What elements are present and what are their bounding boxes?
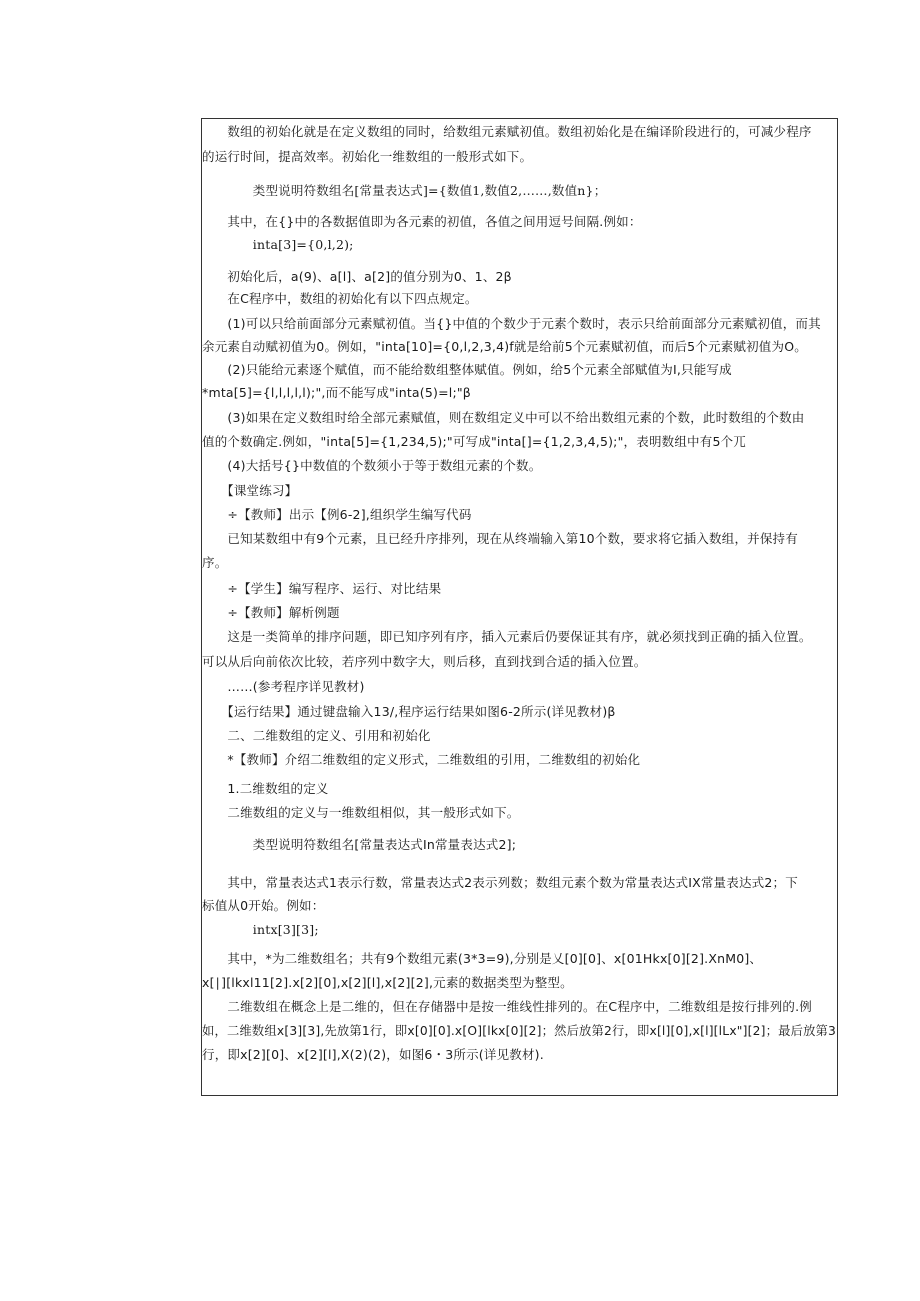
text-line: *【教师】介绍二维数组的定义形式，二维数组的引用，二维数组的初始化: [202, 752, 641, 767]
text-line: 其中，*为二维数组名；共有9个数组元素(3*3=9),分别是乂[0][0]、x[01Hkx[0][2].XnM0]、: [202, 951, 763, 966]
text-line: 类型说明符数组名[常量表达式]={数值1,数值2,……,数值n}；: [202, 183, 607, 198]
text-line: 【运行结果】通过键盘输入13/,程序运行结果如图6-2所示(详见教材)β: [202, 704, 616, 719]
text-line: 数组的初始化就是在定义数组的同时，给数组元素赋初值。数组初始化是在编译阶段进行的，可减少程序: [202, 124, 812, 139]
code-line: intx[3][3];: [202, 922, 319, 937]
text-line: 其中，在{}中的各数据值即为各元素的初值，各值之间用逗号间隔.例如：: [202, 214, 642, 229]
text-line: 标值从0开始。例如：: [202, 898, 325, 913]
text-line: 类型说明符数组名[常量表达式In常量表达式2];: [202, 837, 517, 852]
text-line: 的运行时间，提高效率。初始化一维数组的一般形式如下。: [202, 149, 533, 164]
text-line: (3)如果在定义数组时给全部元素赋值，则在数组定义中可以不给出数组元素的个数，此时数组的个数由: [202, 410, 805, 425]
text-line: 初始化后，a(9)、a[l]、a[2]的值分别为0、1、2β: [202, 269, 512, 284]
subsection-heading: 1.二维数组的定义: [202, 781, 329, 796]
text-line: 余元素自动赋初值为0。例如，"inta[10]={0,l,2,3,4)f就是给前5个元素赋初值，而后5个元素赋初值为O。: [202, 339, 807, 354]
text-line: 其中，常量表达式1表示行数，常量表达式2表示列数；数组元素个数为常量表达式IX常量表达式2；下: [202, 875, 798, 890]
text-line: 在C程序中，数组的初始化有以下四点规定。: [202, 291, 478, 306]
text-line: 行，即x[2][0]、x[2][l],X(2)(2)，如图6・3所示(详见教材).: [202, 1047, 544, 1062]
text-line: ……(参考程序详见教材): [202, 679, 365, 694]
code-line: inta[3]={0,l,2);: [202, 237, 354, 252]
text-line: 这是一类简单的排序问题，即已知序列有序，插入元素后仍要保证其有序，就必须找到正确的插入位置。: [202, 629, 812, 644]
text-line: x[∣][lkxl11[2].x[2][0],x[2][l],x[2][2],元素的数据类型为整型。: [202, 975, 573, 990]
section-heading: 二、二维数组的定义、引用和初始化: [202, 728, 431, 743]
text-line: 值的个数确定.例如，"inta[5]={1,234,5);"可写成"inta[]={1,2,3,4,5);"，表明数组中有5个兀: [202, 434, 746, 449]
text-line: (1)可以只给前面部分元素赋初值。当{}中值的个数少于元素个数时，表示只给前面部分元素赋初值，而其: [202, 316, 821, 331]
text-line: 已知某数组中有9个元素，且已经升序排列，现在从终端输入第10个数，要求将它插入数组，并保持有: [202, 531, 798, 546]
text-line: *mta[5]={l,l,l,l,l);",而不能写成"inta(5)=l;"β: [202, 385, 471, 400]
text-line: 二维数组的定义与一维数组相似，其一般形式如下。: [202, 805, 520, 820]
text-line: 【课堂练习】: [202, 483, 298, 498]
text-line: 序。: [202, 555, 228, 570]
text-line: (2)只能给元素逐个赋值，而不能给数组整体赋值。例如，给5个元素全部赋值为I,只能写成: [202, 362, 732, 377]
text-line: ÷【学生】编写程序、运行、对比结果: [202, 581, 442, 596]
text-line: (4)大括号{}中数值的个数须小于等于数组元素的个数。: [202, 458, 542, 473]
text-line: ÷【教师】解析例题: [202, 605, 340, 620]
text-line: 可以从后向前依次比较，若序列中数字大，则后移，直到找到合适的插入位置。: [202, 654, 647, 669]
text-line: 如，二维数组x[3][3],先放第1行，即x[0][0].x[O][lkx[0][2]；然后放第2行，即x[l][0],x[l][lLx"][2]；最后放第3: [202, 1023, 837, 1038]
text-line: ÷【教师】出示【例6-2],组织学生编写代码: [202, 507, 472, 522]
text-line: 二维数组在概念上是二维的，但在存储器中是按一维线性排列的。在C程序中，二维数组是按行排列的.例: [202, 999, 813, 1014]
